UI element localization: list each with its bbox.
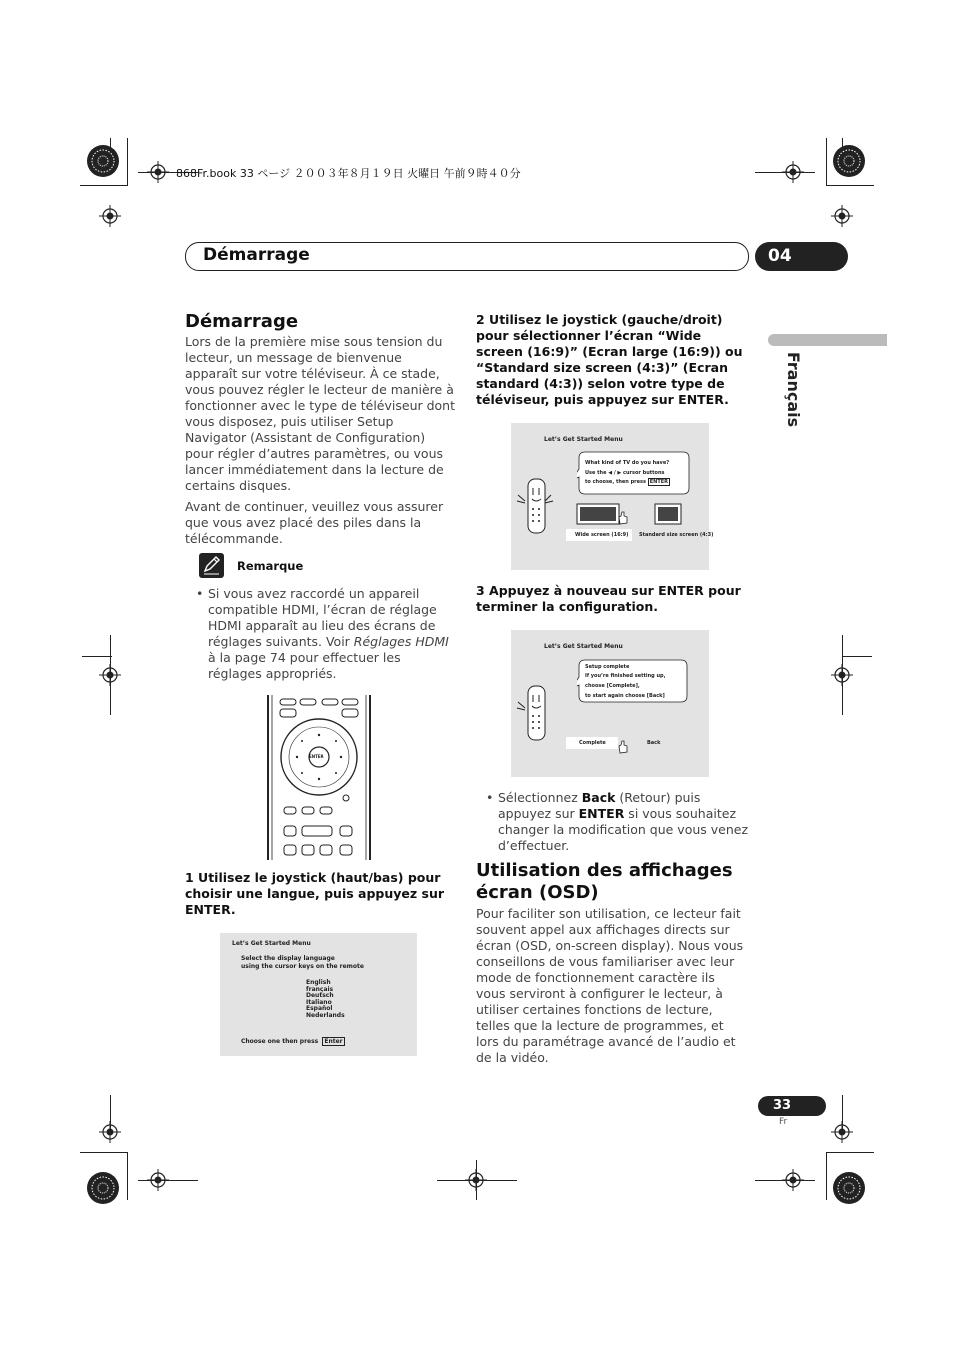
crosshair-mark-icon (99, 664, 121, 686)
crosshair-mark-icon (782, 1169, 804, 1191)
bubble-text: Use the ◀ / ▶ cursor buttons (585, 470, 665, 476)
pointing-hand-icon (616, 740, 630, 754)
remote-enter-label: ENTER (309, 754, 324, 759)
back-bullet: • Sélectionnez Back (Retour) puis appuyez sur ENTER si vous souhaitez changer la modification que vous venez d’effectuer. (486, 790, 749, 853)
language-option[interactable]: Español (306, 1005, 333, 1012)
crosshair-mark-icon (147, 1169, 169, 1191)
mascot-remote-icon (515, 471, 555, 537)
registration-target-icon (86, 1171, 120, 1205)
bubble-text: to start again choose [Back] (585, 693, 665, 699)
crosshair-mark-icon (99, 1121, 121, 1143)
language-tab (768, 334, 887, 346)
section-heading: Démarrage (185, 311, 299, 332)
note-bullet: • Si vous avez raccordé un appareil compatible HDMI, l’écran de réglage HDMI apparaît au lieu des écrans de réglages suivants. Voir Réglages HDMI à la page 74 pour effectuer les réglages appropriés. (196, 586, 449, 681)
intro-text (185, 334, 457, 552)
crosshair-mark-icon (782, 161, 804, 183)
language-option[interactable]: Italiano (306, 998, 332, 1006)
page-number-badge (758, 1096, 826, 1116)
language-menu-screen (220, 933, 417, 1056)
page-number: 33 (773, 1098, 792, 1113)
standard-tv-icon[interactable] (654, 503, 682, 525)
note-title: Remarque (237, 559, 304, 573)
enter-key: Enter (324, 1038, 343, 1045)
crosshair-mark-icon (99, 205, 121, 227)
pointing-hand-icon (616, 511, 630, 525)
option-standard-screen[interactable]: Standard size screen (4:3) (639, 532, 714, 538)
screen-instruction: using the cursor keys on the remote (241, 963, 364, 970)
enter-key: ENTER (649, 479, 669, 485)
chapter-number: 04 (768, 246, 792, 266)
crosshair-mark-icon (831, 664, 853, 686)
language-option[interactable]: Nederlands (306, 1011, 345, 1019)
crosshair-mark-icon (831, 205, 853, 227)
setup-complete-screen (511, 630, 709, 777)
intro-paragraph: Lors de la première mise sous tension du lecteur, un message de bienvenue apparaît sur votre téléviseur. À ce stade, vous pouvez régler le lecteur de manière à fonctionner avec le type de téléviseur dont vous disposez, puis utiliser Setup Navigator (Assistant de Configuration) pour régler d’autres paramètres, ou vous lancer immédiatement dans la lecture de certains disques. (185, 334, 456, 493)
osd-paragraph: Pour faciliter son utilisation, ce lecteur fait souvent appel aux affichages directs sur écran (OSD, on-screen display). Nous vous conseillons de vous familiariser avec leur mode de fonctionnement caractère ils vous serviront à configurer le lecteur, à utiliser certaines fonctions de lecture, telles que la lecture de programmes, et lors du paramétrage avancé de l’audio et de la vidéo. (476, 906, 744, 1065)
bubble-text: to choose, then press ENTER (585, 479, 669, 485)
tv-type-screen (511, 423, 714, 570)
step-1-text: 1 Utilisez le joystick (haut/bas) pour choisir une langue, puis appuyez sur ENTER. (185, 870, 445, 917)
registration-target-icon (86, 144, 120, 178)
osd-heading: Utilisation des affichages écran (OSD) (476, 860, 733, 903)
language-label: Français (784, 351, 804, 428)
step-3-text: 3 Appuyez à nouveau sur ENTER pour terminer la configuration. (476, 583, 741, 614)
language-option[interactable]: English (306, 979, 331, 986)
crosshair-mark-icon (147, 161, 169, 183)
step-2-text: 2 Utilisez le joystick (gauche/droit) pour sélectionner l’écran “Wide screen (16:9)” (Ecran large (16:9)) ou “Standard size screen (4:3)” (Ecran standard (4:3)) selon votre type de téléviseur, puis appuyez sur ENTER. (476, 312, 743, 407)
language-list (306, 980, 345, 1019)
screen-footer: Choose one then press Enter (241, 1038, 343, 1045)
registration-target-icon (832, 1171, 866, 1205)
option-wide-screen[interactable]: Wide screen (16:9) (566, 529, 632, 541)
file-info: 868Fr.book 33 ページ ２００３年８月１９日 火曜日 午前９時４０分 (176, 167, 521, 180)
left-right-arrows-icon: ◀ / ▶ (608, 470, 622, 476)
registration-target-icon (832, 144, 866, 178)
header-title: Démarrage (203, 245, 310, 265)
note-pencil-icon (199, 553, 224, 578)
language-option[interactable]: Deutsch (306, 992, 334, 999)
crosshair-mark-icon (831, 1121, 853, 1143)
screen-title: Let’s Get Started Menu (544, 436, 623, 443)
option-complete[interactable]: Complete (566, 737, 618, 749)
bubble-text: choose [Complete], (585, 683, 640, 689)
bubble-text: What kind of TV do you have? (585, 460, 670, 466)
screen-title: Let’s Get Started Menu (232, 940, 311, 947)
language-option[interactable]: français (306, 985, 334, 993)
screen-instruction: Select the display language (241, 955, 335, 962)
crosshair-mark-icon (465, 1169, 487, 1191)
widescreen-tv-icon[interactable] (576, 503, 620, 525)
bubble-text: If you’re finished setting up, (585, 673, 666, 679)
option-back[interactable]: Back (647, 740, 661, 746)
mascot-remote-icon (515, 678, 555, 744)
batteries-paragraph: Avant de continuer, veuillez vous assurer que vous avez placé des piles dans la télécommande. (185, 499, 444, 546)
screen-title: Let’s Get Started Menu (544, 643, 623, 650)
remote-control-illustration (266, 695, 372, 860)
page-language: Fr (779, 1117, 788, 1127)
bubble-text: Setup complete (585, 664, 630, 670)
